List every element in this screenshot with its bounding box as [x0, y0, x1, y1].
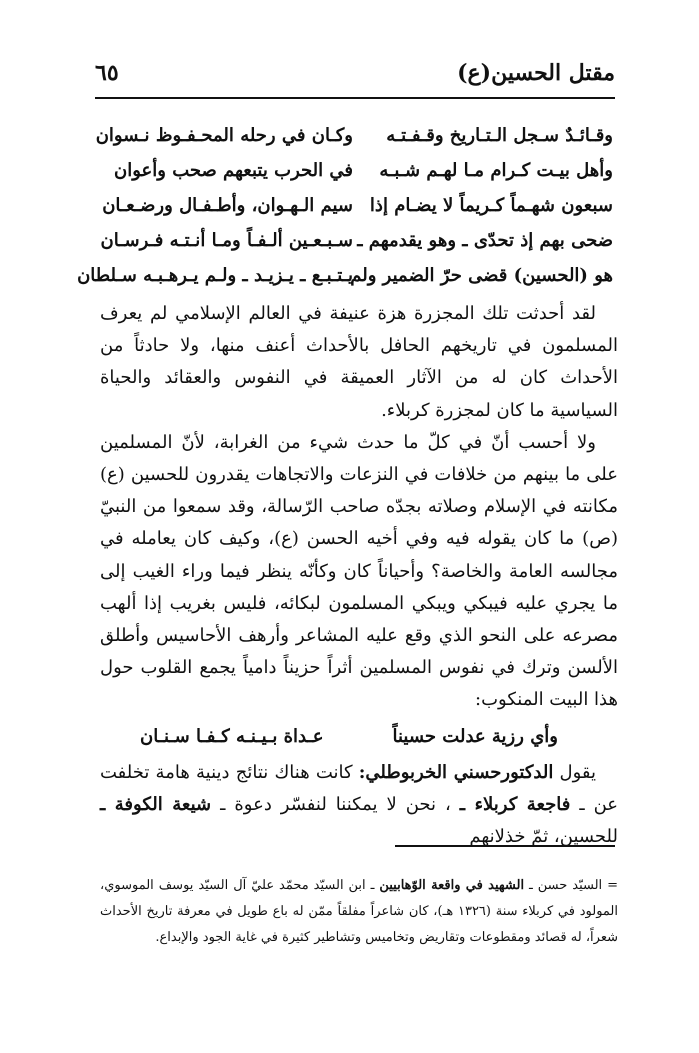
header-divider — [95, 97, 615, 99]
verse-first-half: هو (الحسين) قضى حرّ الضمير ولم — [350, 265, 613, 286]
quoted-verse-second-half: عـداة بـيـنـه كـفـا سـنـان — [140, 725, 324, 747]
page-number: ٦٥ — [95, 60, 119, 86]
footnote-rest: ـ ابن السيّد محمّد عليّ آل السيّد يوسف الموسوي، المولود في كربلاء سنة (١٣٢٦ هـ)، كان شاعراً مفلقاً ممّن له باع طويل في معرفة تاريخ الأحداث شعراً، له قصائد ومقطوعات وتقاريض وتخاميس وتشاطير كثيرة في غاية الجود والإبداع. — [100, 878, 619, 945]
p3-start: يقول — [553, 761, 596, 783]
paragraph-2: ولا أحسب أنّ في كلّ ما حدث شيء من الغرابة، لأنّ المسلمين على ما بينهم من خلافات في النزعات والاتجاهات يقدرون للحسين (ع) مكانته في الإسلام وصلاته بجدّه صاحب الرّسالة، وقد سمعوا من النبيّ (ص) ما كان يقوله فيه وفي أخيه الحسن (ع)، وكيف كان يعامله في مجالسه العامة والخاصة؟ وأحياناً كان وكأنّه ينظر فيما وراء الغيب إلى ما يجري عليه فيبكي ويبكي المسلمون لبكائه، فليس بغريب إذا ألهب مصرعه على النحو الذي وقع عليه المشاعر وأرهف الأحاسيس وأطلق الألسن وترك في نفوس المسلمين أثراً حزيناً دامياً يجمع القلوب حول هذا البيت المنكوب: — [100, 431, 618, 711]
verse-first-half: سبعون شهـماً كـريماً لا يضـام إذا — [369, 195, 613, 216]
p3-end: للحسين، ثمّ خذلانهم — [469, 826, 618, 848]
p3-mid2: ، نحن لا يمكننا لنفسّر دعوة ـ — [211, 793, 460, 815]
footnote — [100, 873, 618, 951]
poem-verse — [100, 223, 613, 258]
verse-first-half: وأهل بيـت كـرام مـا لهـم شـبـه — [379, 160, 613, 181]
paragraph-1: لقد أحدثت تلك المجزرة هزة عنيفة في العالم الإسلامي لم يعرف المسلمون في تاريخهم الحافل بالأحداث أعنف منها، ولا حادثاً من الأحداث كان له من الآثار العميقة في النفوس والعقائد والحياة السياسية ما كان لمجزرة كربلاء. — [100, 303, 618, 421]
running-title: مقتل الحسين(ع) — [457, 60, 615, 86]
footnote-divider — [395, 845, 615, 847]
footnote-book-title: الشهيد في واقعة الوّهابيين — [379, 878, 525, 893]
main-text — [100, 298, 618, 853]
p3-mid: كانت هناك نتائج دينية هامة تخلفت عن ـ — [100, 761, 619, 815]
verse-second-half: يـتـبـع ـ يـزيـد ـ ولـم يـرهـبـه سـلطان — [77, 265, 353, 286]
author-name: الدكتورحسني الخربوطلي: — [358, 761, 554, 783]
quoted-verse — [100, 719, 618, 755]
term-karbala: فاجعة كربلاء ـ — [459, 793, 571, 815]
term-kufa: شيعة الكوفة ـ — [100, 793, 212, 815]
page-header — [95, 60, 615, 96]
verse-second-half: وكـان في رحله المحـفـوظ نـسوان — [95, 125, 353, 146]
verse-second-half: في الحرب يتبعهم صحب وأعوان — [113, 160, 353, 181]
verse-first-half: وقـائـدٌ سـجل الـتـاريخ وقـفـتـه — [386, 125, 613, 146]
poem-block — [77, 118, 613, 293]
verse-second-half: سيم الـهـوان، وأطـفـال ورضـعـان — [102, 195, 353, 216]
verse-first-half: ضحى بهم إذ تحدّى ـ وهو يقدمهم ـ — [357, 230, 613, 251]
paragraph-3 — [100, 757, 618, 854]
quoted-verse-first-half: وأي رزية عدلت حسيناً — [392, 725, 558, 747]
poem-verse — [77, 258, 613, 293]
footnote-start: = السيّد حسن ـ — [524, 878, 618, 893]
poem-verse — [113, 153, 613, 188]
poem-verse — [95, 118, 613, 153]
poem-verse — [102, 188, 613, 223]
footnote-text — [100, 873, 618, 951]
verse-second-half: سـبـعـين ألـفـاً ومـا أنـتـه فـرسـان — [100, 230, 353, 251]
